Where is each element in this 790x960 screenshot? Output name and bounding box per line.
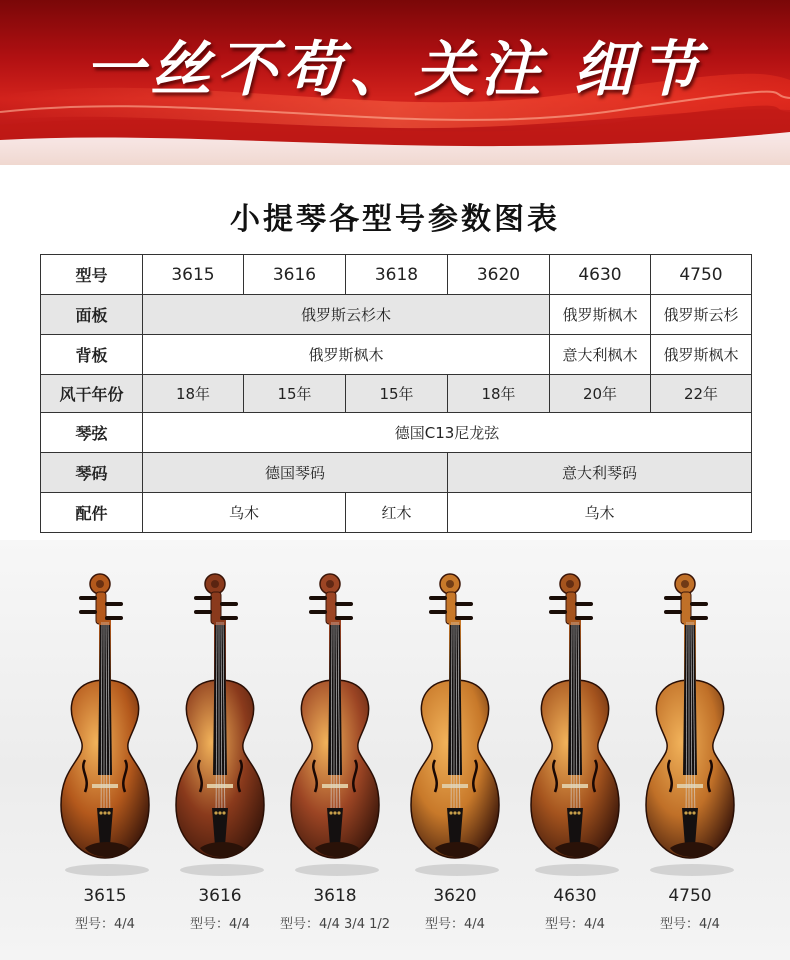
violin-icon <box>160 570 280 880</box>
row-label-dry: 风干年份 <box>41 375 143 413</box>
product-size: 型号：4/4 <box>545 917 605 932</box>
product-card[interactable] <box>45 540 165 960</box>
table-row-strings <box>41 413 752 453</box>
model-cell: 3618 <box>346 255 448 295</box>
product-size: 型号：4/4 3/4 1/2 <box>279 917 391 932</box>
violin-icon <box>275 570 395 880</box>
table-row-models <box>41 255 752 295</box>
product-card[interactable] <box>275 540 395 960</box>
product-model: 4630 <box>553 886 597 906</box>
row-label-strings: 琴弦 <box>41 413 143 453</box>
table-cell: 意大利琴码 <box>448 453 752 493</box>
violin-icon <box>45 570 165 880</box>
table-cell: 15年 <box>346 375 448 413</box>
table-cell: 俄罗斯枫木 <box>550 295 651 335</box>
model-cell: 4750 <box>651 255 752 295</box>
table-cell: 红木 <box>346 493 448 533</box>
table-cell: 15年 <box>244 375 346 413</box>
table-cell: 俄罗斯枫木 <box>143 335 550 375</box>
product-size: 型号：4/4 <box>425 917 485 932</box>
violin-icon <box>515 570 635 880</box>
table-cell: 20年 <box>550 375 651 413</box>
spec-table <box>40 254 752 533</box>
table-cell: 意大利枫木 <box>550 335 651 375</box>
model-cell: 3620 <box>448 255 550 295</box>
product-size: 型号：4/4 <box>660 917 720 932</box>
product-model: 3615 <box>83 886 127 906</box>
table-cell: 22年 <box>651 375 752 413</box>
model-cell: 3616 <box>244 255 346 295</box>
table-row-back <box>41 335 752 375</box>
product-card[interactable] <box>160 540 280 960</box>
product-model: 3618 <box>313 886 357 906</box>
product-size: 型号：4/4 <box>75 917 135 932</box>
table-row-dry <box>41 375 752 413</box>
table-cell: 俄罗斯云杉 <box>651 295 752 335</box>
violin-icon <box>630 570 750 880</box>
page-title: 小提琴各型号参数图表 <box>230 202 560 237</box>
table-row-top <box>41 295 752 335</box>
banner-title: 一丝不苟、关注 细节 <box>84 35 706 105</box>
table-cell: 俄罗斯枫木 <box>651 335 752 375</box>
row-label-back: 背板 <box>41 335 143 375</box>
product-card[interactable] <box>630 540 750 960</box>
banner <box>0 0 790 165</box>
product-model: 4750 <box>668 886 712 906</box>
table-cell: 德国琴码 <box>143 453 448 493</box>
model-cell: 3615 <box>143 255 244 295</box>
table-cell: 18年 <box>143 375 244 413</box>
table-cell: 18年 <box>448 375 550 413</box>
product-card[interactable] <box>515 540 635 960</box>
product-card[interactable] <box>395 540 515 960</box>
table-row-bridge <box>41 453 752 493</box>
table-cell: 德国C13尼龙弦 <box>143 413 752 453</box>
table-cell: 乌木 <box>143 493 346 533</box>
product-gallery <box>0 540 790 960</box>
header-model: 型号 <box>41 255 143 295</box>
violin-icon <box>395 570 515 880</box>
table-cell: 俄罗斯云杉木 <box>143 295 550 335</box>
table-cell: 乌木 <box>448 493 752 533</box>
product-size: 型号：4/4 <box>190 917 250 932</box>
model-cell: 4630 <box>550 255 651 295</box>
table-row-fittings <box>41 493 752 533</box>
row-label-top: 面板 <box>41 295 143 335</box>
row-label-fittings: 配件 <box>41 493 143 533</box>
row-label-bridge: 琴码 <box>41 453 143 493</box>
product-model: 3620 <box>433 886 477 906</box>
product-model: 3616 <box>198 886 242 906</box>
